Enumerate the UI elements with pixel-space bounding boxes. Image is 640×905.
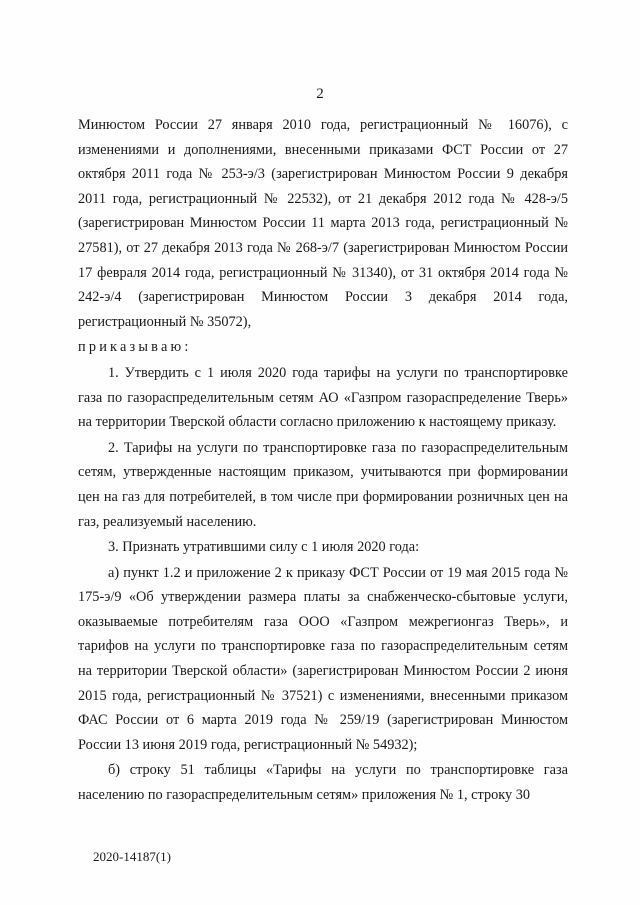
paragraph-item-1: 1. Утвердить с 1 июля 2020 года тарифы на услуги по транспортировке газа по газораспределительным сетям АО «Газпром газораспределение Тверь» на территории Тверской области согласно приложению к настоящему приказу. — [78, 364, 568, 431]
document-body — [78, 113, 568, 808]
page-number: 2 — [316, 86, 324, 102]
document-code: 2020-14187(1) — [93, 849, 171, 864]
paragraph-order-word: приказываю: — [78, 339, 192, 356]
paragraph-item-3b: б) строку 51 таблицы «Тарифы на услуги по транспортировке газа населению по газораспределительным сетям» приложения № 1, строку 30 — [78, 762, 568, 804]
paragraph-item-3: 3. Признать утратившими силу с 1 июля 2020 года: — [108, 539, 420, 556]
paragraph-item-3a: а) пункт 1.2 и приложение 2 к приказу ФСТ России от 19 мая 2015 года № 175-э/9 «Об утверждении размера платы за снабженческо-сбытовые услуги, оказываемые потребителям газа ООО «Газпром межрегионгаз Тверь», и тарифов на услуги по транспортировке газа по газораспределительным сетям на территории Тверской области» (зарегистрирован Минюстом России 2 июня 2015 года, регистрационный № 37521) с изменениями, внесенными приказом ФАС России от 6 марта 2019 года № 259/19 (зарегистрирован Минюстом России 13 июня 2019 года, регистрационный № 54932); — [78, 564, 568, 753]
paragraph-item-2: 2. Тарифы на услуги по транспортировке газа по газораспределительным сетям, утвержденные настоящим приказом, учитываются при формировании цен на газ для потребителей, в том числе при формировании розничных цен на газ, реализуемый населению. — [78, 439, 568, 530]
paragraph-preamble: Минюстом России 27 января 2010 года, регистрационный № 16076), с изменениями и дополнениями, внесенными приказами ФСТ России от 27 октября 2011 года № 253-э/3 (зарегистрирован Минюстом России 9 декабря 2011 года, регистрационный № 22532), от 21 декабря 2012 года № 428-э/5 (зарегистрирован Минюстом России 11 марта 2013 года, регистрационный № 27581), от 27 декабря 2013 года № 268-э/7 (зарегистрирован Минюстом России 17 февраля 2014 года, регистрационный № 31340), от 31 октября 2014 года № 242-э/4 (зарегистрирован Минюстом России 3 декабря 2014 года, регистрационный № 35072), — [78, 117, 568, 330]
